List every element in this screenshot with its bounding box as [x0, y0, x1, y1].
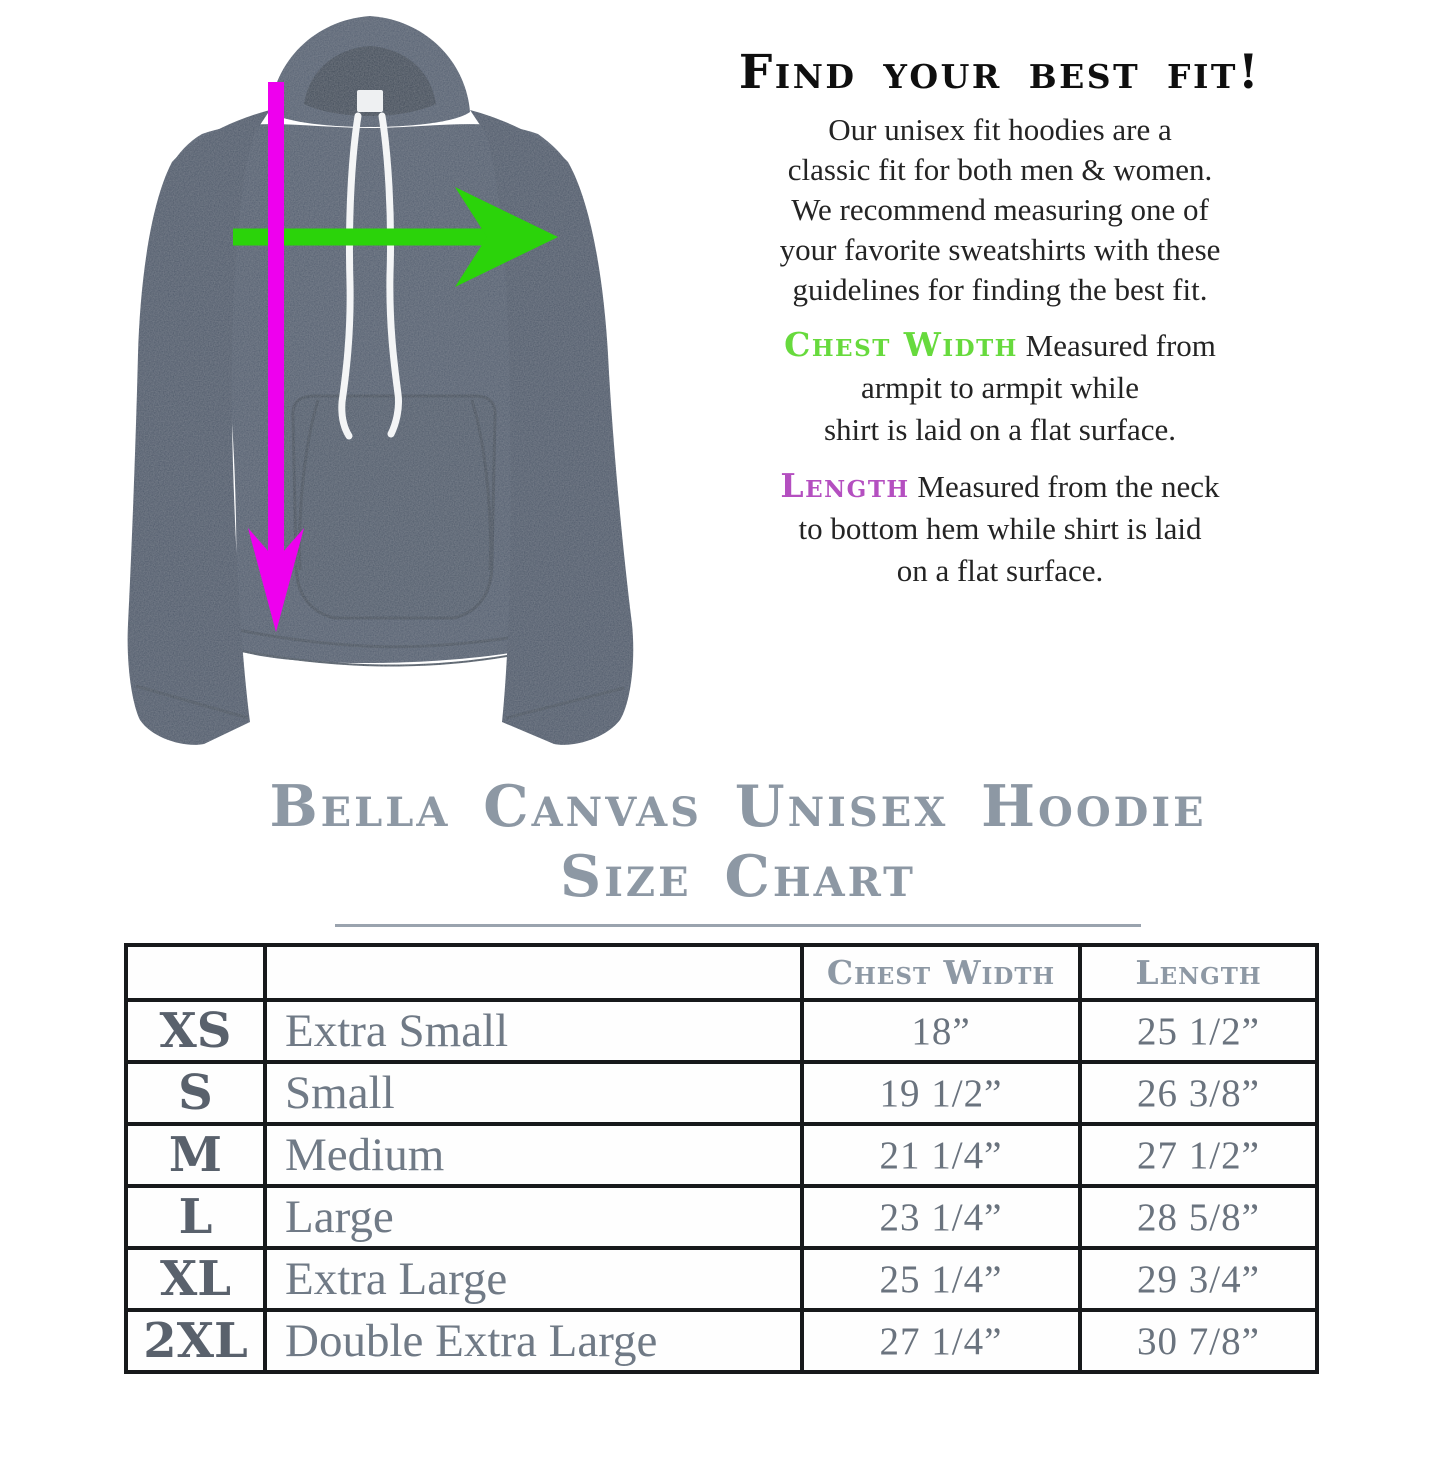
length-cell: 26 3/8” [1080, 1062, 1317, 1124]
size-name-cell: Extra Large [265, 1248, 802, 1310]
table-row [126, 1310, 1317, 1372]
size-code-cell: 2XL [126, 1310, 265, 1372]
length-cell: 25 1/2” [1080, 1000, 1317, 1062]
chest-width-label: Chest Width [784, 325, 1018, 364]
column-header-chest-width: Chest Width [802, 945, 1080, 1000]
table-header-row [126, 945, 1317, 1000]
title-underline-rule [335, 924, 1141, 927]
hoodie-garment [128, 16, 634, 745]
fit-guide-intro-line: Our unisex fit hoodies are a [828, 112, 1172, 147]
length-text-line1: Measured from the neck [917, 469, 1220, 504]
fit-guide-intro-line: classic fit for both men & women. [787, 152, 1213, 187]
table-row [126, 1062, 1317, 1124]
fit-guide-intro [672, 110, 1328, 310]
size-code-cell: XL [126, 1248, 265, 1310]
size-chart-heading [238, 772, 1238, 927]
table-row [126, 1248, 1317, 1310]
size-chart-title-line2: Size Chart [560, 843, 916, 910]
chest-width-text-line2: armpit to armpit while [860, 370, 1140, 405]
size-name-cell: Extra Small [265, 1000, 802, 1062]
size-code-cell: L [126, 1186, 265, 1248]
chest-width-cell: 18” [802, 1000, 1080, 1062]
size-code-cell: M [126, 1124, 265, 1186]
fit-guide-intro-line: guidelines for finding the best fit. [792, 272, 1208, 307]
fit-guide-title: Find your best fit! [738, 45, 1262, 100]
chest-width-cell: 25 1/4” [802, 1248, 1080, 1310]
chest-width-text-line1: Measured from [1025, 328, 1216, 363]
length-cell: 27 1/2” [1080, 1124, 1317, 1186]
neck-label [357, 90, 383, 112]
length-cell: 30 7/8” [1080, 1310, 1317, 1372]
chest-width-cell: 23 1/4” [802, 1186, 1080, 1248]
fit-guide-intro-line: your favorite sweatshirts with these [779, 232, 1221, 267]
size-name-cell: Medium [265, 1124, 802, 1186]
chest-width-cell: 19 1/2” [802, 1062, 1080, 1124]
size-name-cell: Small [265, 1062, 802, 1124]
chest-width-instructions [672, 324, 1328, 451]
column-header-code [126, 945, 265, 1000]
length-label: Length [780, 466, 910, 505]
length-cell: 28 5/8” [1080, 1186, 1317, 1248]
table-row [126, 1186, 1317, 1248]
chest-width-cell: 21 1/4” [802, 1124, 1080, 1186]
size-name-cell: Large [265, 1186, 802, 1248]
length-instructions [672, 465, 1328, 592]
chest-width-cell: 27 1/4” [802, 1310, 1080, 1372]
length-text-line2: to bottom hem while shirt is laid [798, 511, 1202, 546]
chest-width-text-line3: shirt is laid on a flat surface. [823, 412, 1177, 447]
column-header-length: Length [1080, 945, 1317, 1000]
length-text-line3: on a flat surface. [896, 553, 1104, 588]
table-row [126, 1124, 1317, 1186]
hoodie-product-image [52, 4, 717, 752]
size-chart-table [124, 943, 1319, 1374]
size-code-cell: S [126, 1062, 265, 1124]
fit-guide [672, 44, 1328, 592]
hoodie-illustration [52, 4, 717, 752]
size-chart-title-line1: Bella Canvas Unisex Hoodie [269, 773, 1207, 840]
length-cell: 29 3/4” [1080, 1248, 1317, 1310]
size-name-cell: Double Extra Large [265, 1310, 802, 1372]
size-code-cell: XS [126, 1000, 265, 1062]
table-row [126, 1000, 1317, 1062]
fit-guide-intro-line: We recommend measuring one of [791, 192, 1209, 227]
column-header-name [265, 945, 802, 1000]
